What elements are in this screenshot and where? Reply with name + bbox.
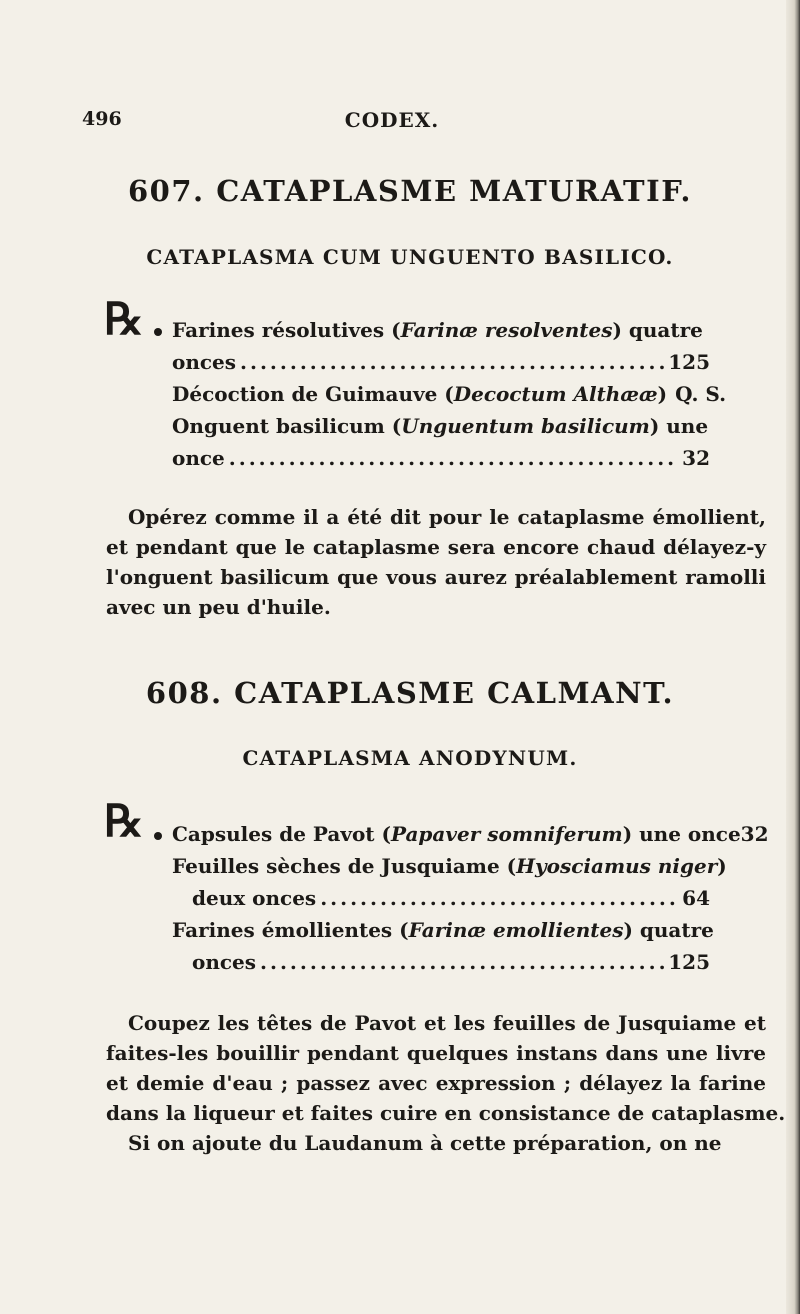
ingredient-line: onces ..... 125 (172, 350, 710, 374)
section-607-instructions: Opérez comme il a été dit pour le cataplasme émollient, et pendant que le cataplasme sera encore chaud délayez-y l'onguent basilicum que vous aurez préalablement ramolli avec un peu d'huile. (106, 505, 766, 619)
recipe-symbol: ℞ (104, 796, 144, 847)
ingredient-line: Décoction de Guimauve (Decoctum Althææ) Q. S. (172, 382, 727, 406)
page-number: 496 (82, 108, 122, 130)
ingredient-line: Feuilles sèches de Jusquiame (Hyosciamus niger) (172, 854, 727, 878)
ingredient-amount: 64 (682, 886, 710, 910)
page-header (82, 108, 702, 138)
ingredient-line: Capsules de Pavot (Papaver somniferum) une once 32 (172, 822, 769, 846)
ingredient-line: deux onces ..... 64 (192, 886, 710, 910)
page-edge-shadow (786, 0, 800, 1314)
ingredient-amount: 125 (668, 950, 710, 974)
ingredient-line: Onguent basilicum (Unguentum basilicum) une (172, 414, 709, 438)
ingredient-amount: Q. S. (675, 382, 727, 406)
ingredient-line: Farines résolutives (Farinæ resolventes) quatre (172, 318, 703, 342)
ingredient-amount: 125 (668, 350, 710, 374)
section-608-instructions: Coupez les têtes de Pavot et les feuilles de Jusquiame et faites-les bouillir pendant quelques instans dans une livre et demie d'eau ; passez avec expression ; délayez la farine dans la liqueur et faites cuire en consistance de cataplasme. Si on ajoute du Laudanum à cette préparation, on ne (106, 1011, 786, 1155)
recipe-symbol: ℞ (104, 294, 144, 345)
section-608-title: 608. CATAPLASME CALMANT. (145, 676, 675, 710)
bullet-icon (154, 832, 162, 840)
section-607-title: 607. CATAPLASME MATURATIF. (128, 174, 692, 208)
ingredient-amount: 32 (682, 446, 710, 470)
ingredient-line: onces ..... 125 (192, 950, 710, 974)
section-608-subtitle: CATAPLASMA ANODYNUM. (242, 746, 578, 770)
section-607-subtitle: CATAPLASMA CUM UNGUENTO BASILICO. (146, 245, 674, 269)
running-title: CODEX. (344, 108, 440, 132)
ingredient-line: once ..... 32 (172, 446, 710, 470)
ingredient-line: Farines émollientes (Farinæ emollientes) quatre (172, 918, 714, 942)
ingredient-amount: 32 (740, 822, 769, 846)
bullet-icon (154, 328, 162, 336)
